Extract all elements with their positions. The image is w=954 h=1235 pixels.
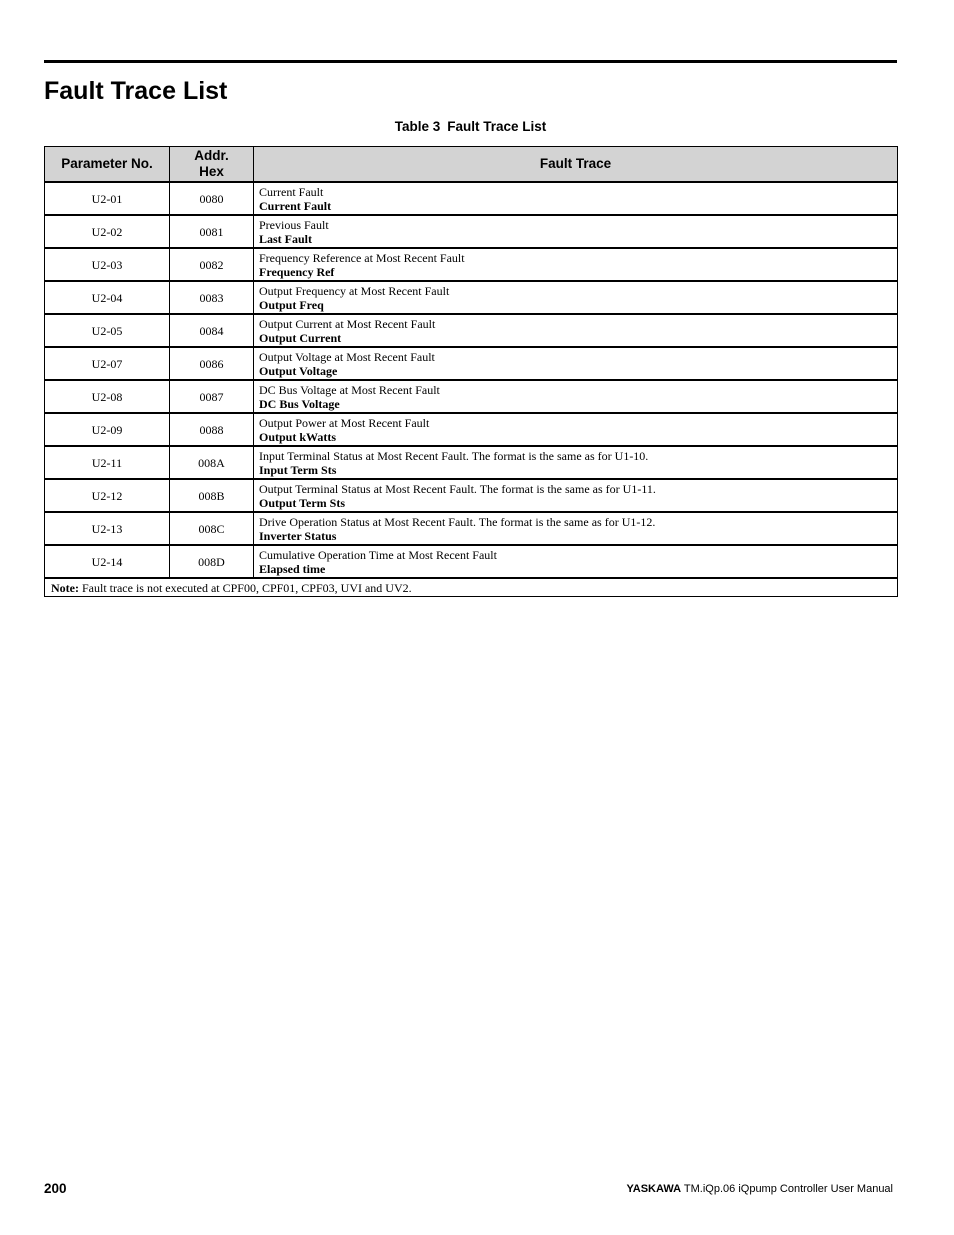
parameter-number-cell: U2-05 [45,314,170,347]
addr-hex-cell: 008D [170,545,254,578]
footer-brand: YASKAWA [626,1183,682,1195]
table-row [45,182,898,215]
fault-trace-cell [254,314,898,347]
fault-trace-cell [254,182,898,215]
parameter-number-cell: U2-14 [45,545,170,578]
parameter-number-cell: U2-12 [45,479,170,512]
table-row [45,545,898,578]
fault-trace-description: Output Terminal Status at Most Recent Fault. The format is the same as for U1-11. [259,481,656,496]
footer-manual-title [626,1183,893,1195]
table-caption-title: Fault Trace List [447,119,547,134]
fault-trace-display-name: Output Voltage [259,363,338,378]
fault-trace-description: Output Current at Most Recent Fault [259,316,436,331]
fault-trace-description: DC Bus Voltage at Most Recent Fault [259,382,440,397]
addr-hex-cell: 0084 [170,314,254,347]
fault-trace-cell [254,380,898,413]
footer-manual-name: TM.iQp.06 iQpump Controller User Manual [683,1183,893,1195]
top-rule [44,60,897,63]
fault-trace-description: Cumulative Operation Time at Most Recent Fault [259,547,497,562]
table-row [45,479,898,512]
fault-trace-description: Input Terminal Status at Most Recent Fault. The format is the same as for U1-10. [259,448,649,463]
fault-trace-description: Drive Operation Status at Most Recent Fault. The format is the same as for U1-12. [259,514,656,529]
note-text: Fault trace is not executed at CPF00, CPF01, CPF03, UVI and UV2. [81,580,412,595]
table-row [45,281,898,314]
addr-hex-cell: 0080 [170,182,254,215]
table-row [45,413,898,446]
table-row [45,380,898,413]
header-parameter-no: Parameter No. [45,147,170,183]
parameter-number-cell: U2-11 [45,446,170,479]
fault-trace-description: Output Voltage at Most Recent Fault [259,349,435,364]
fault-trace-table [44,146,898,597]
fault-trace-cell [254,512,898,545]
fault-trace-description: Current Fault [259,184,324,199]
table-caption [44,118,897,136]
table-row [45,215,898,248]
addr-hex-cell: 008C [170,512,254,545]
note-row [45,578,898,597]
fault-trace-cell [254,248,898,281]
addr-hex-cell: 0087 [170,380,254,413]
addr-hex-cell: 0086 [170,347,254,380]
table-row [45,248,898,281]
fault-trace-description: Output Power at Most Recent Fault [259,415,430,430]
fault-trace-cell [254,347,898,380]
fault-trace-cell [254,545,898,578]
addr-hex-cell: 0088 [170,413,254,446]
fault-trace-display-name: Output kWatts [259,429,337,444]
addr-hex-cell: 0083 [170,281,254,314]
parameter-number-cell: U2-07 [45,347,170,380]
parameter-number-cell: U2-13 [45,512,170,545]
fault-trace-display-name: DC Bus Voltage [259,396,340,411]
fault-trace-display-name: Last Fault [259,231,313,246]
fault-trace-display-name: Input Term Sts [259,462,337,477]
parameter-number-cell: U2-08 [45,380,170,413]
table-row [45,314,898,347]
header-addr-hex [170,147,254,183]
fault-trace-description: Output Frequency at Most Recent Fault [259,283,450,298]
parameter-number-cell: U2-02 [45,215,170,248]
table-row [45,512,898,545]
header-addr-line1: Addr. [194,148,229,163]
fault-trace-cell [254,446,898,479]
table-header-row [45,147,898,183]
table-row [45,347,898,380]
fault-trace-description: Previous Fault [259,217,329,232]
table-caption-label: Table 3 [394,119,441,134]
fault-trace-cell [254,413,898,446]
fault-trace-cell [254,479,898,512]
parameter-number-cell: U2-09 [45,413,170,446]
fault-trace-display-name: Output Term Sts [259,495,346,510]
fault-trace-description: Frequency Reference at Most Recent Fault [259,250,465,265]
fault-trace-display-name: Output Current [259,330,342,345]
header-addr-line2: Hex [199,164,224,179]
fault-trace-display-name: Output Freq [259,297,324,312]
fault-trace-cell [254,215,898,248]
table-row [45,446,898,479]
table-body [45,182,898,597]
addr-hex-cell: 0082 [170,248,254,281]
header-fault-trace: Fault Trace [254,147,898,183]
fault-trace-display-name: Frequency Ref [259,264,335,279]
fault-trace-display-name: Elapsed time [259,561,326,576]
parameter-number-cell: U2-01 [45,182,170,215]
addr-hex-cell: 008B [170,479,254,512]
parameter-number-cell: U2-03 [45,248,170,281]
note-cell [45,578,898,597]
page-title: Fault Trace List [44,77,228,105]
fault-trace-display-name: Inverter Status [259,528,337,543]
parameter-number-cell: U2-04 [45,281,170,314]
page-number: 200 [44,1181,67,1196]
note-label: Note: [51,580,79,595]
addr-hex-cell: 008A [170,446,254,479]
fault-trace-cell [254,281,898,314]
addr-hex-cell: 0081 [170,215,254,248]
fault-trace-display-name: Current Fault [259,198,332,213]
